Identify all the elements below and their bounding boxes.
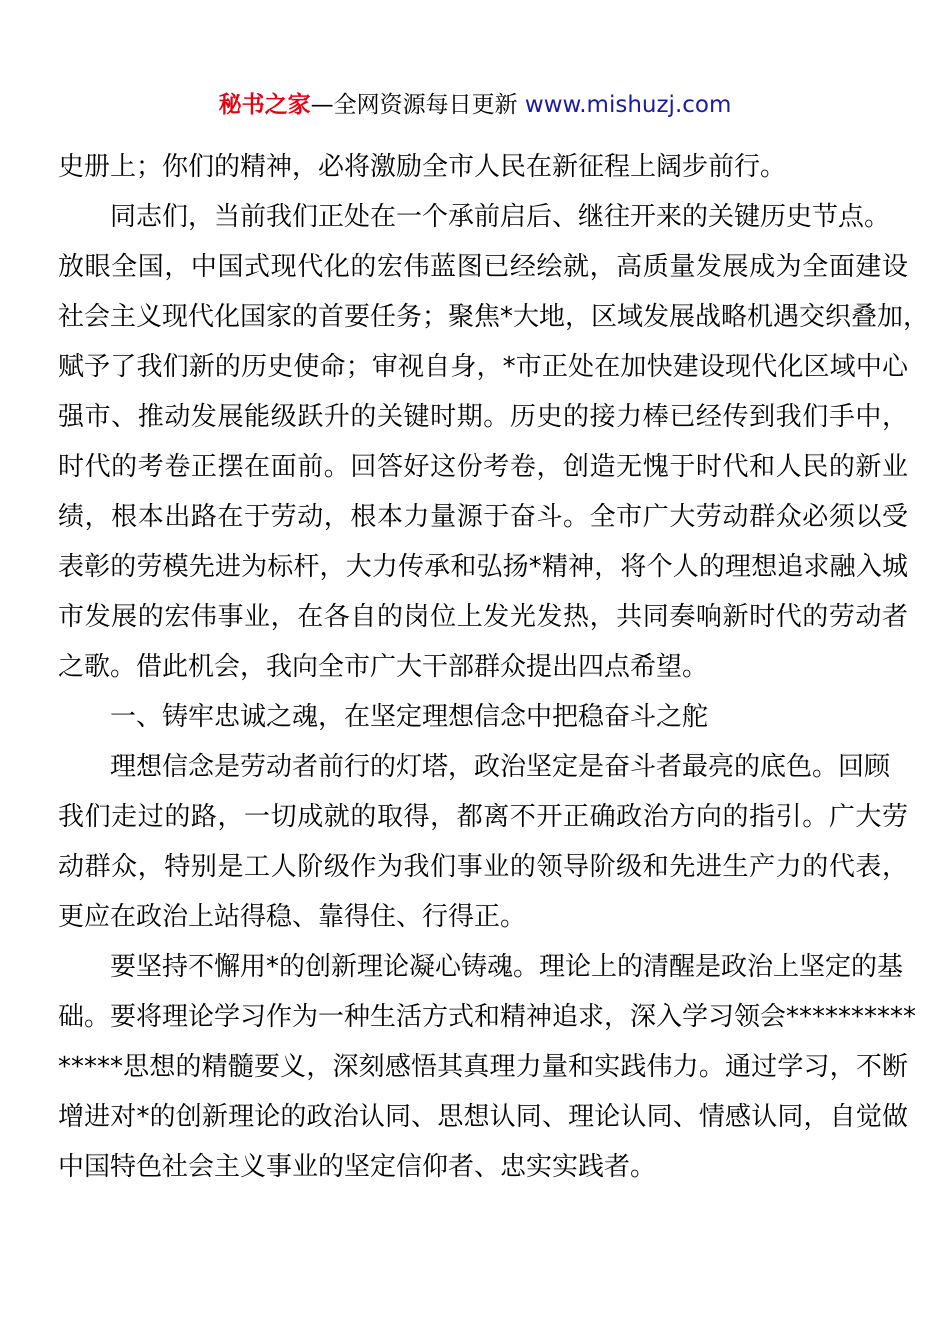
text-line: 我们走过的路，一切成就的取得，都离不开正确政治方向的指引。广大劳 <box>58 802 908 832</box>
text-line: *****思想的精髓要义，深刻感悟其真理力量和实践伟力。通过学习，不断 <box>58 1052 908 1082</box>
text-line: 动群众，特别是工人阶级作为我们事业的领导阶级和先进生产力的代表， <box>58 852 908 882</box>
paragraph-start-line: 要坚持不懈用*的创新理论凝心铸魂。理论上的清醒是政治上坚定的基 <box>110 952 904 982</box>
text-line: 市发展的宏伟事业，在各自的岗位上发光发热，共同奏响新时代的劳动者 <box>58 602 908 632</box>
text-line: 强市、推动发展能级跃升的关键时期。历史的接力棒已经传到我们手中， <box>58 402 908 432</box>
text-line: 史册上；你们的精神，必将激励全市人民在新征程上阔步前行。 <box>58 152 787 182</box>
paragraph-start-line: 理想信念是劳动者前行的灯塔，政治坚定是奋斗者最亮的底色。回顾 <box>110 752 891 782</box>
text-line: 中国特色社会主义事业的坚定信仰者、忠实实践者。 <box>58 1152 657 1182</box>
text-line: 绩，根本出路在于劳动，根本力量源于奋斗。全市广大劳动群众必须以受 <box>58 502 908 532</box>
header-url-link[interactable]: www.mishuzj.com <box>524 92 732 118</box>
text-line: 之歌。借此机会，我向全市广大干部群众提出四点希望。 <box>58 652 709 682</box>
page-header <box>0 89 950 121</box>
header-brand: 秘书之家 <box>218 92 311 118</box>
text-line: 赋予了我们新的历史使命；审视自身，*市正处在加快建设现代化区域中心 <box>58 352 908 382</box>
section-heading: 一、铸牢忠诚之魂，在坚定理想信念中把稳奋斗之舵 <box>110 702 709 732</box>
text-line: 更应在政治上站得稳、靠得住、行得正。 <box>58 902 527 932</box>
text-line: 时代的考卷正摆在面前。回答好这份考卷，创造无愧于时代和人民的新业 <box>58 452 908 482</box>
text-line: 础。要将理论学习作为一种生活方式和精神追求，深入学习领会********** <box>58 1002 917 1032</box>
document-body <box>58 142 930 1192</box>
header-tagline: —全网资源每日更新 <box>310 92 525 118</box>
paragraph-start-line: 同志们，当前我们正处在一个承前启后、继往开来的关键历史节点。 <box>110 202 891 232</box>
text-line: 增进对*的创新理论的政治认同、思想认同、理论认同、情感认同，自觉做 <box>58 1102 908 1132</box>
text-line: 表彰的劳模先进为标杆，大力传承和弘扬*精神，将个人的理想追求融入城 <box>58 552 908 582</box>
text-line: 社会主义现代化国家的首要任务；聚焦*大地，区域发展战略机遇交织叠加， <box>58 302 930 332</box>
text-line: 放眼全国，中国式现代化的宏伟蓝图已经绘就，高质量发展成为全面建设 <box>58 252 908 282</box>
